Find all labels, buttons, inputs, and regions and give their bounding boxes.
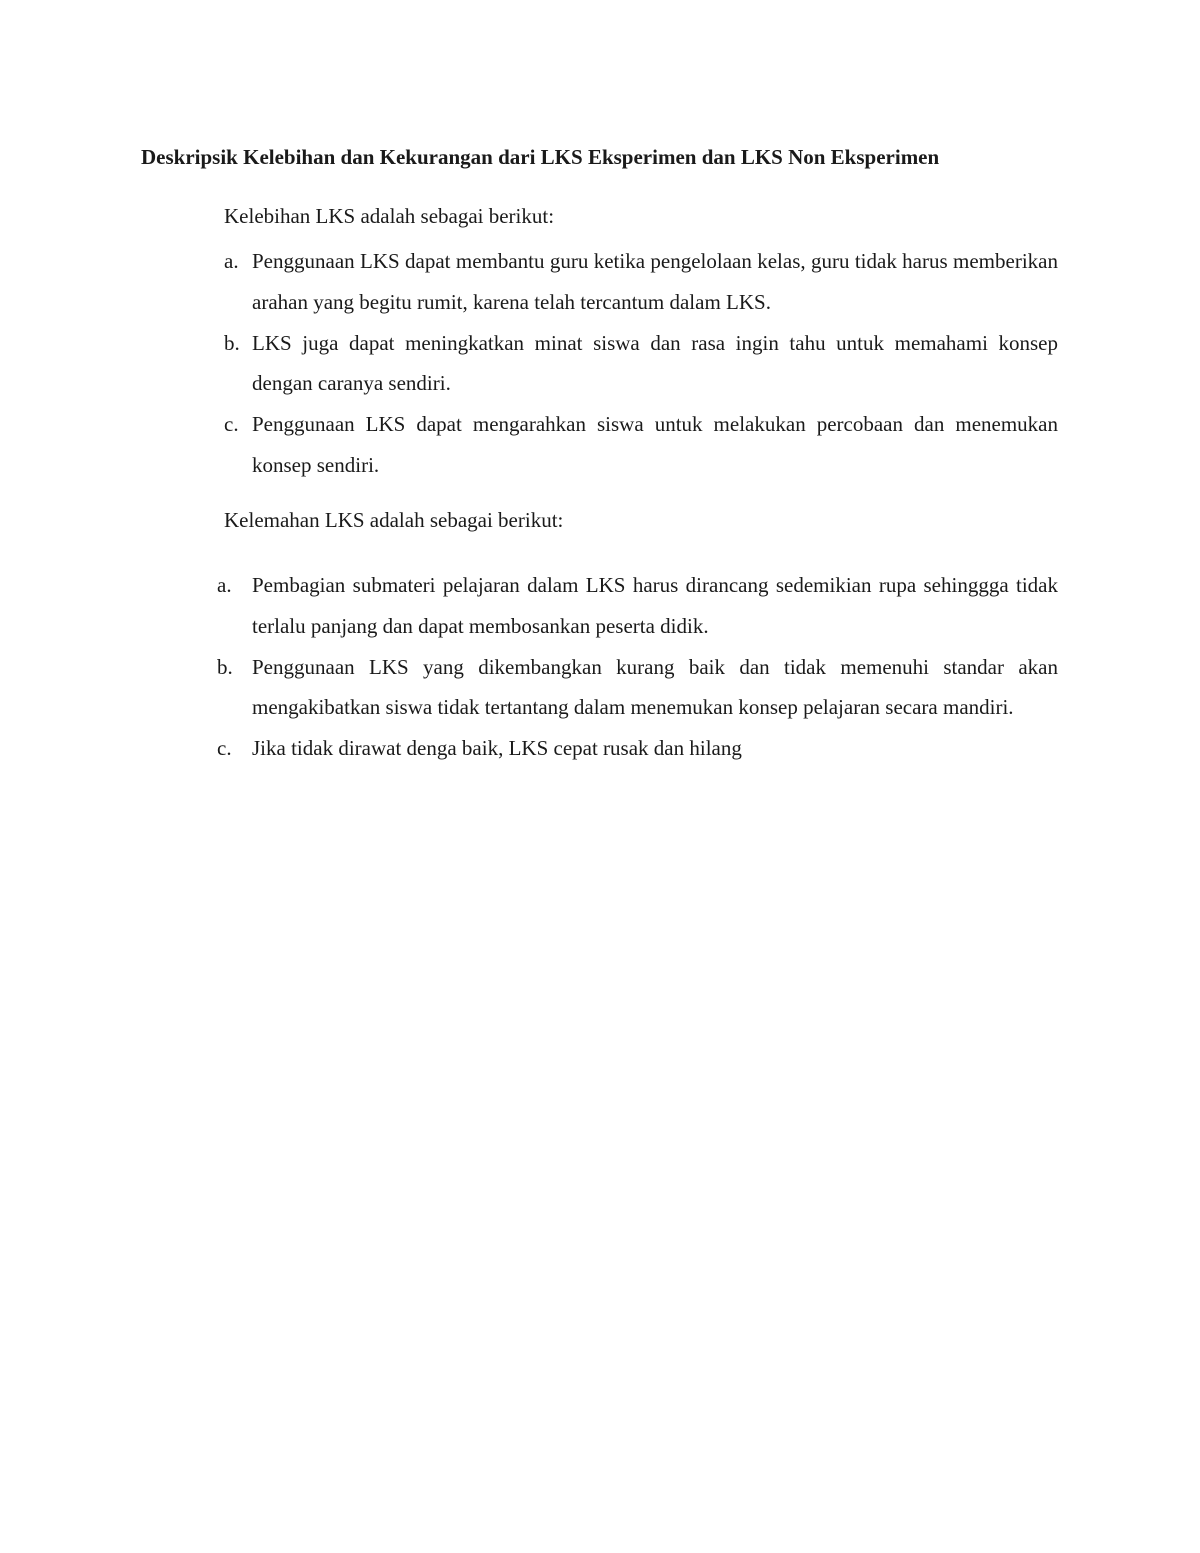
list-item-text: Pembagian submateri pelajaran dalam LKS harus dirancang sedemikian rupa sehinggga tidak terlalu panjang dan dapat membosankan peserta didik. — [252, 573, 1058, 638]
list-item-text: Penggunaan LKS dapat membantu guru ketika pengelolaan kelas, guru tidak harus memberikan arahan yang begitu rumit, karena telah tercantum dalam LKS. — [252, 249, 1058, 314]
list-item — [214, 565, 1058, 647]
list-item-text: Penggunaan LKS yang dikembangkan kurang baik dan tidak memenuhi standar akan mengakibatkan siswa tidak tertantang dalam menemukan konsep pelajaran secara mandiri. — [252, 654, 1058, 720]
list-item — [214, 241, 1058, 323]
document-title: Deskripsik Kelebihan dan Kekurangan dari LKS Eksperimen dan LKS Non Eksperimen — [141, 145, 940, 169]
advantages-list — [214, 241, 1058, 486]
list-item — [214, 404, 1058, 486]
list-item — [214, 647, 1058, 729]
list-item — [214, 323, 1058, 405]
list-marker: b. — [217, 654, 233, 679]
weaknesses-list — [214, 565, 1058, 769]
list-marker: c. — [217, 736, 232, 761]
list-marker: c. — [224, 412, 239, 437]
weaknesses-intro: Kelemahan LKS adalah sebagai berikut: — [224, 508, 564, 532]
list-item — [214, 728, 1058, 769]
list-marker: a. — [224, 249, 239, 273]
list-marker: b. — [224, 330, 240, 355]
list-item-text: Penggunaan LKS dapat mengarahkan siswa untuk melakukan percobaan dan menemukan konsep sendiri. — [252, 412, 1058, 477]
list-marker: a. — [217, 573, 232, 597]
list-item-text: Jika tidak dirawat denga baik, LKS cepat rusak dan hilang — [252, 736, 742, 761]
list-item-text: LKS juga dapat meningkatkan minat siswa dan rasa ingin tahu untuk memahami konsep dengan caranya sendiri. — [252, 330, 1058, 396]
advantages-intro: Kelebihan LKS adalah sebagai berikut: — [224, 204, 555, 228]
